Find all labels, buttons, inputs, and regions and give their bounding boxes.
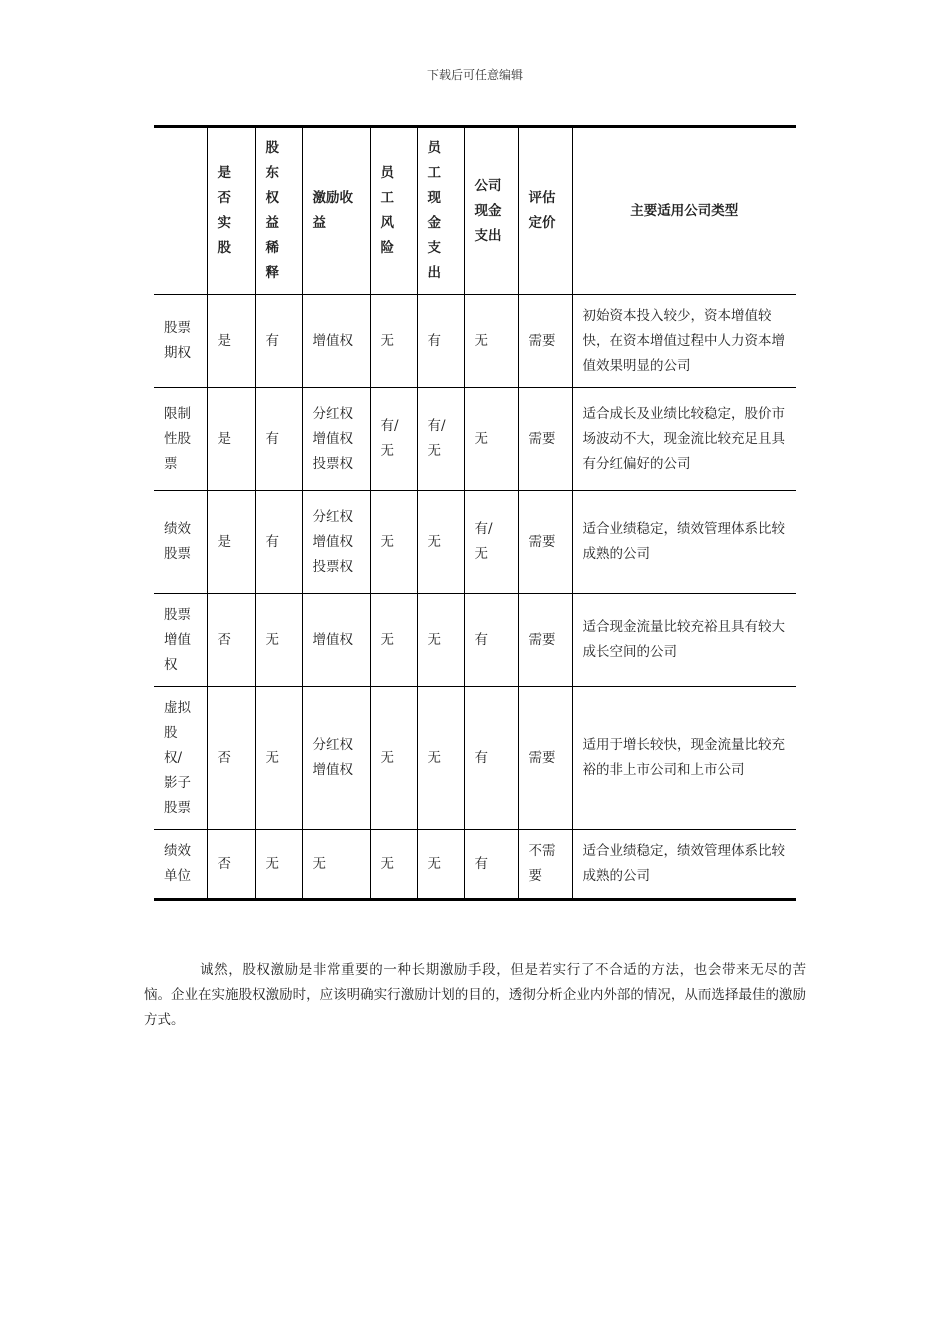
cell: 需要 [518, 388, 572, 491]
header-valuation: 评估定价 [518, 127, 572, 295]
cell: 无 [417, 491, 464, 594]
cell: 无 [370, 687, 417, 830]
table-row [154, 594, 796, 687]
cell-company-type: 适合业绩稳定，绩效管理体系比较成熟的公司 [572, 491, 796, 594]
row-name: 股票增值权 [154, 594, 207, 687]
table-row [154, 830, 796, 900]
header-is-real-stock: 是否实股 [207, 127, 255, 295]
cell: 分红权增值权投票权 [302, 491, 370, 594]
header-employee-risk: 员工风险 [370, 127, 417, 295]
cell: 分红权增值权投票权 [302, 388, 370, 491]
cell: 有 [417, 295, 464, 388]
header-incentive-return: 激励收益 [302, 127, 370, 295]
cell-company-type: 适合成长及业绩比较稳定，股价市场波动不大，现金流比较充足且具有分红偏好的公司 [572, 388, 796, 491]
row-name: 虚拟股权/影子股票 [154, 687, 207, 830]
cell: 有 [255, 491, 302, 594]
header-equity-dilution: 股东权益稀释 [255, 127, 302, 295]
table-row [154, 295, 796, 388]
cell: 无 [417, 687, 464, 830]
cell: 有 [464, 830, 518, 900]
cell: 无 [370, 594, 417, 687]
cell: 有/无 [417, 388, 464, 491]
cell: 有 [464, 594, 518, 687]
row-name: 绩效股票 [154, 491, 207, 594]
cell: 无 [370, 830, 417, 900]
cell-company-type: 初始资本投入较少，资本增值较快，在资本增值过程中人力资本增值效果明显的公司 [572, 295, 796, 388]
cell: 无 [464, 295, 518, 388]
table-row [154, 491, 796, 594]
cell: 无 [370, 295, 417, 388]
cell: 无 [417, 830, 464, 900]
cell: 有/无 [464, 491, 518, 594]
cell-company-type: 适用于增长较快，现金流量比较充裕的非上市公司和上市公司 [572, 687, 796, 830]
cell: 有 [464, 687, 518, 830]
cell: 无 [370, 491, 417, 594]
header-company-type: 主要适用公司类型 [572, 127, 796, 295]
cell: 增值权 [302, 594, 370, 687]
table-header-row [154, 127, 796, 295]
cell: 需要 [518, 687, 572, 830]
row-name: 绩效单位 [154, 830, 207, 900]
cell: 无 [255, 687, 302, 830]
cell: 是 [207, 388, 255, 491]
cell: 有 [255, 388, 302, 491]
cell: 否 [207, 830, 255, 900]
row-name: 限制性股票 [154, 388, 207, 491]
header-employee-cash: 员工现金支出 [417, 127, 464, 295]
body-paragraph: 诚然，股权激励是非常重要的一种长期激励手段，但是若实行了不合适的方法，也会带来无尽的苦恼。企业在实施股权激励时，应该明确实行激励计划的目的，透彻分析企业内外部的情况，从而选择最佳的激励方式。 [144, 962, 806, 1028]
cell: 分红权增值权 [302, 687, 370, 830]
cell: 无 [417, 594, 464, 687]
table-row [154, 687, 796, 830]
incentive-comparison-table [154, 125, 796, 901]
cell: 有/无 [370, 388, 417, 491]
cell-company-type: 适合业绩稳定，绩效管理体系比较成熟的公司 [572, 830, 796, 900]
header-blank [154, 127, 207, 295]
page-header: 下载后可任意编辑 [426, 68, 523, 82]
cell: 无 [255, 830, 302, 900]
cell: 需要 [518, 491, 572, 594]
cell: 无 [302, 830, 370, 900]
cell: 是 [207, 491, 255, 594]
cell-company-type: 适合现金流量比较充裕且具有较大成长空间的公司 [572, 594, 796, 687]
cell: 否 [207, 687, 255, 830]
cell: 无 [464, 388, 518, 491]
cell: 需要 [518, 594, 572, 687]
row-name: 股票期权 [154, 295, 207, 388]
cell: 无 [255, 594, 302, 687]
header-company-cash: 公司现金支出 [464, 127, 518, 295]
cell: 是 [207, 295, 255, 388]
cell: 否 [207, 594, 255, 687]
cell: 增值权 [302, 295, 370, 388]
cell: 不需要 [518, 830, 572, 900]
cell: 有 [255, 295, 302, 388]
table-row [154, 388, 796, 491]
cell: 需要 [518, 295, 572, 388]
